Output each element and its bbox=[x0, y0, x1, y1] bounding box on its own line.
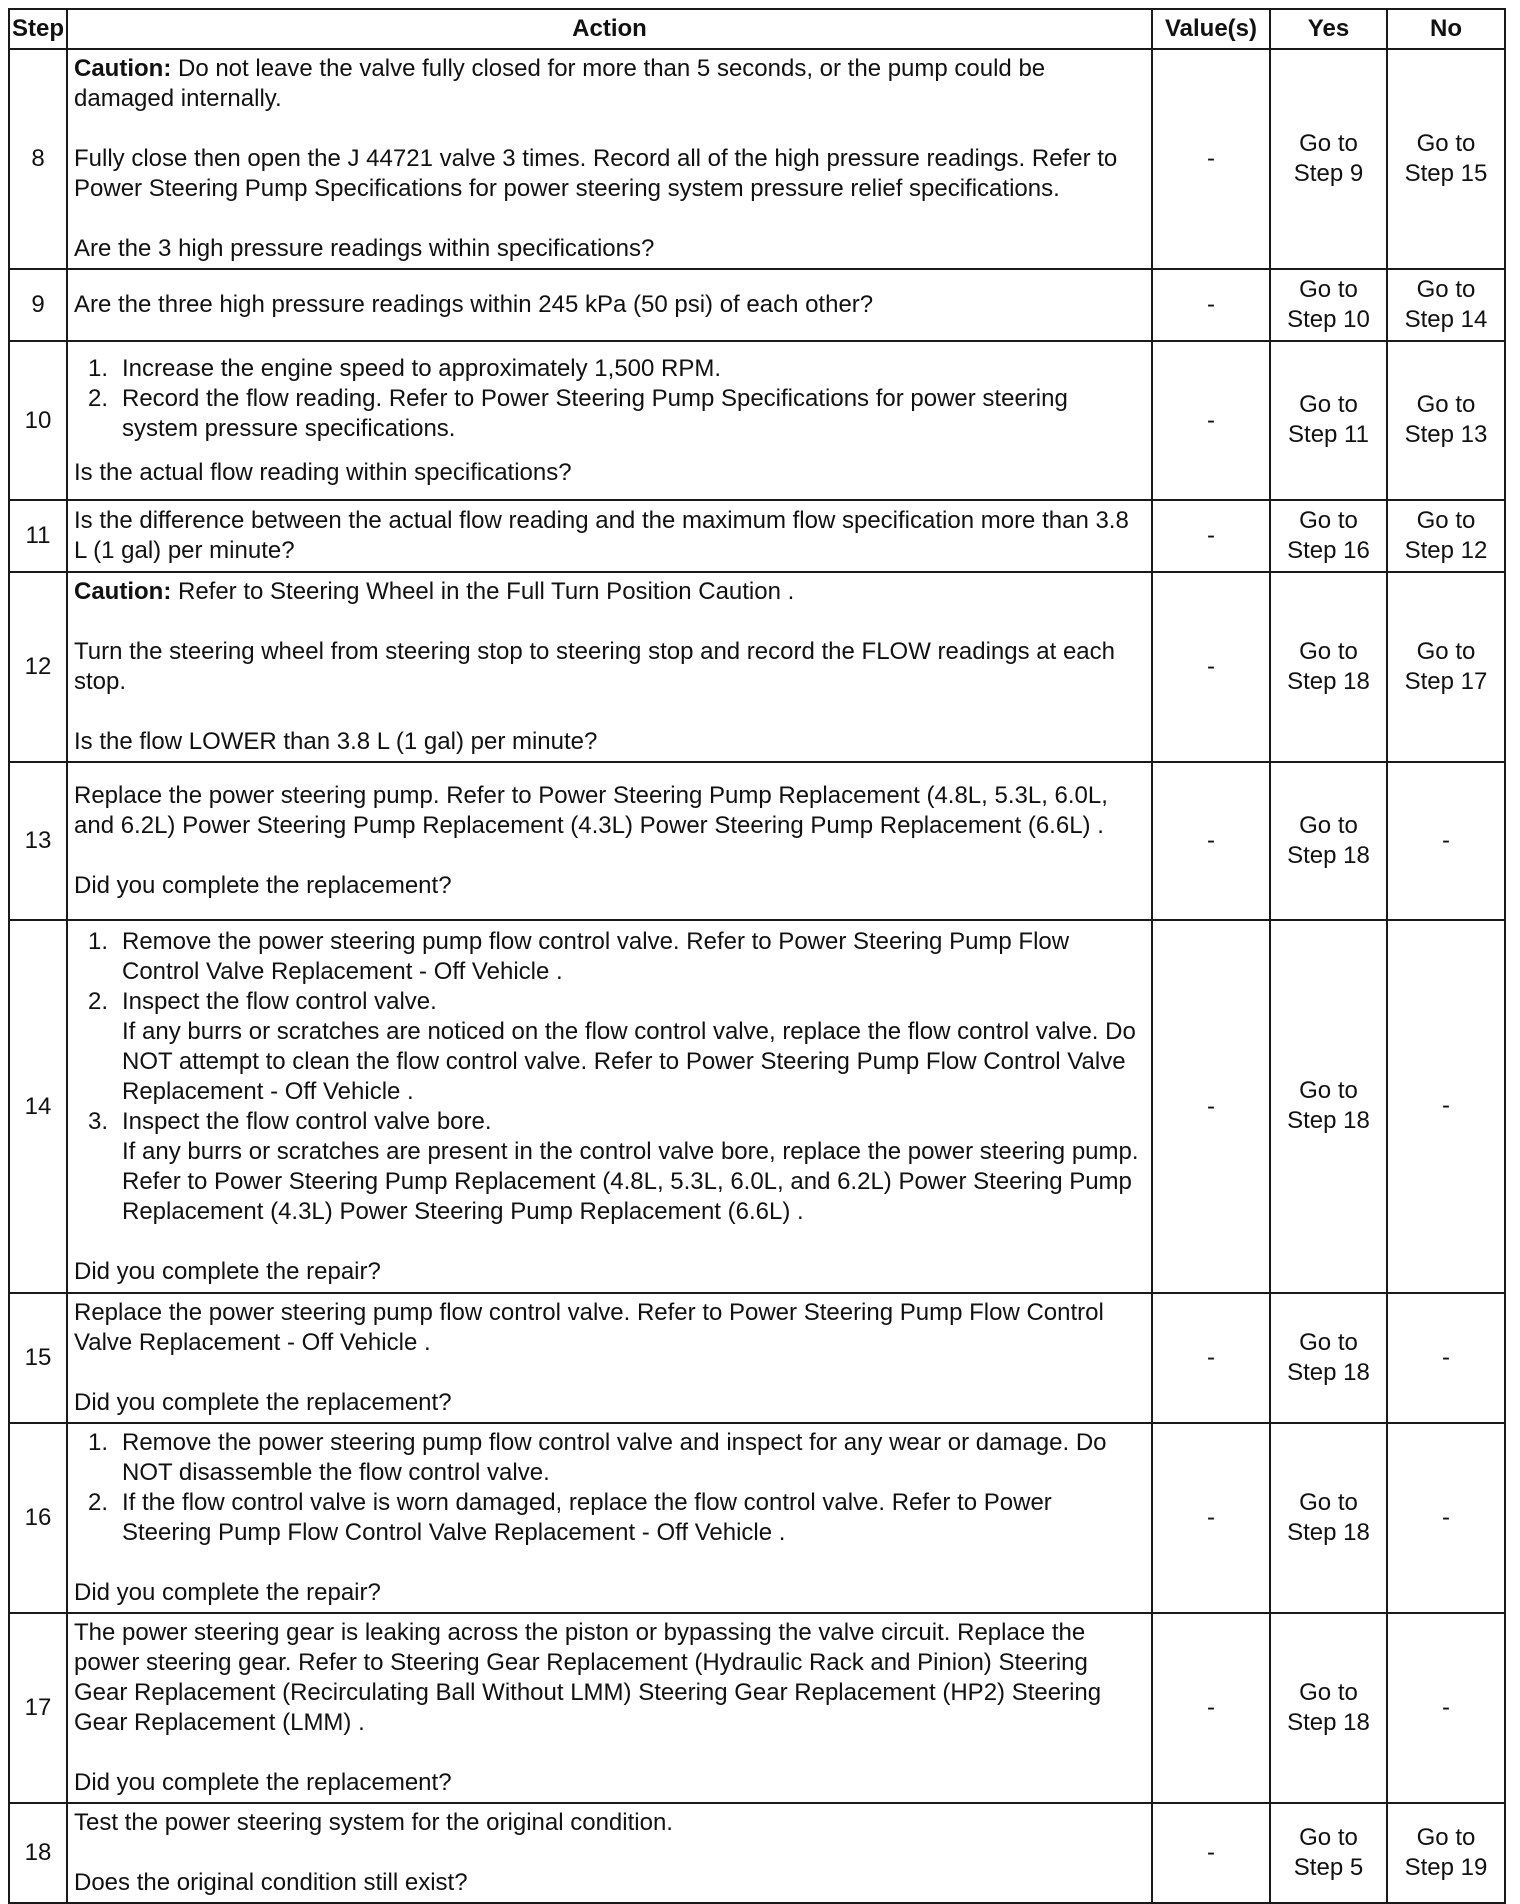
value-cell: - bbox=[1152, 1803, 1270, 1903]
step-number: 11 bbox=[9, 500, 67, 572]
yes-link[interactable]: Go to Step 18 bbox=[1270, 1423, 1387, 1613]
header-row bbox=[9, 9, 1505, 49]
no-link: - bbox=[1387, 1613, 1505, 1803]
action-cell bbox=[67, 762, 1152, 920]
table-row bbox=[9, 1613, 1505, 1803]
numbered-list bbox=[74, 927, 1145, 1227]
value-cell: - bbox=[1152, 269, 1270, 341]
action-question: Did you complete the replacement? bbox=[74, 1389, 452, 1416]
no-link[interactable]: Go to Step 17 bbox=[1387, 572, 1505, 762]
action-question: Are the 3 high pressure readings within specifications? bbox=[74, 235, 655, 262]
yes-link[interactable]: Go to Step 11 bbox=[1270, 341, 1387, 500]
table-row bbox=[9, 500, 1505, 572]
yes-link[interactable]: Go to Step 18 bbox=[1270, 920, 1387, 1293]
step-number: 16 bbox=[9, 1423, 67, 1613]
no-link: - bbox=[1387, 920, 1505, 1293]
caution-label: Caution: bbox=[74, 55, 172, 82]
action-cell bbox=[67, 269, 1152, 341]
step-number: 12 bbox=[9, 572, 67, 762]
table-row bbox=[9, 572, 1505, 762]
value-cell: - bbox=[1152, 341, 1270, 500]
table-row bbox=[9, 920, 1505, 1293]
action-question: Are the three high pressure readings within 245 kPa (50 psi) of each other? bbox=[74, 291, 874, 318]
yes-link[interactable]: Go to Step 10 bbox=[1270, 269, 1387, 341]
table-row bbox=[9, 341, 1505, 500]
action-cell bbox=[67, 572, 1152, 762]
action-cell bbox=[67, 1423, 1152, 1613]
action-question: Is the flow LOWER than 3.8 L (1 gal) per minute? bbox=[74, 728, 598, 755]
no-link[interactable]: Go to Step 12 bbox=[1387, 500, 1505, 572]
value-cell: - bbox=[1152, 1423, 1270, 1613]
action-cell bbox=[67, 341, 1152, 500]
header-no: No bbox=[1387, 9, 1505, 49]
header-step: Step bbox=[9, 9, 67, 49]
numbered-list bbox=[74, 354, 1145, 444]
action-cell bbox=[67, 500, 1152, 572]
step-number: 14 bbox=[9, 920, 67, 1293]
action-cell bbox=[67, 49, 1152, 269]
action-question: Is the actual flow reading within specifications? bbox=[74, 458, 572, 486]
list-item: 2. Record the flow reading. Refer to Power Steering Pump Specifications for power steering system pressure specifications. bbox=[88, 384, 1068, 442]
no-link: - bbox=[1387, 762, 1505, 920]
header-yes: Yes bbox=[1270, 9, 1387, 49]
action-question: Does the original condition still exist? bbox=[74, 1869, 468, 1896]
list-item: 2. Inspect the flow control valve. If any burrs or scratches are noticed on the flow control valve, replace the flow control valve. Do NOT attempt to clean the flow control valve. Refer to Power Steering Pump Flow Control Valve Replacement - Off Vehicle . bbox=[74, 987, 1145, 1107]
no-link: - bbox=[1387, 1293, 1505, 1423]
step-number: 18 bbox=[9, 1803, 67, 1903]
action-body: The power steering gear is leaking across the piston or bypassing the valve circuit. Replace the power steering gear. Refer to Steering Gear Replacement (Hydraulic Rack and Pinion) Steering Gear Replacement (Recirculating Ball Without LMM) Steering Gear Replacement (HP2) Steering Gear Replacement (LMM) . bbox=[74, 1619, 1102, 1736]
table-row bbox=[9, 1293, 1505, 1423]
numbered-list bbox=[74, 1428, 1145, 1548]
step-number: 13 bbox=[9, 762, 67, 920]
table-row bbox=[9, 1803, 1505, 1903]
action-body: Replace the power steering pump flow control valve. Refer to Power Steering Pump Flow Control Valve Replacement - Off Vehicle . bbox=[74, 1299, 1104, 1356]
action-question: Did you complete the repair? bbox=[74, 1257, 381, 1285]
value-cell: - bbox=[1152, 49, 1270, 269]
caution-text: Caution: Do not leave the valve fully closed for more than 5 seconds, or the pump could be damaged internally. bbox=[74, 55, 1046, 112]
no-link[interactable]: Go to Step 19 bbox=[1387, 1803, 1505, 1903]
value-cell: - bbox=[1152, 572, 1270, 762]
diagnostic-table bbox=[8, 8, 1506, 1904]
action-question: Is the difference between the actual flow reading and the maximum flow specification more than 3.8 L (1 gal) per minute? bbox=[74, 507, 1129, 564]
table-row bbox=[9, 1423, 1505, 1613]
no-link[interactable]: Go to Step 14 bbox=[1387, 269, 1505, 341]
action-body: Fully close then open the J 44721 valve 3 times. Record all of the high pressure readings. Refer to Power Steering Pump Specifications for power steering system pressure relief specifications. bbox=[74, 145, 1118, 202]
yes-link[interactable]: Go to Step 5 bbox=[1270, 1803, 1387, 1903]
list-item: 1. Remove the power steering pump flow control valve. Refer to Power Steering Pump Flow Control Valve Replacement - Off Vehicle . bbox=[88, 927, 1070, 985]
action-cell bbox=[67, 1803, 1152, 1903]
caution-text: Caution: Refer to Steering Wheel in the Full Turn Position Caution . bbox=[74, 578, 795, 605]
action-question: Did you complete the replacement? bbox=[74, 1769, 452, 1796]
action-body: Turn the steering wheel from steering stop to steering stop and record the FLOW readings at each stop. bbox=[74, 638, 1115, 695]
action-cell bbox=[67, 1613, 1152, 1803]
header-values: Value(s) bbox=[1152, 9, 1270, 49]
value-cell: - bbox=[1152, 500, 1270, 572]
action-body: Test the power steering system for the original condition. bbox=[74, 1809, 673, 1836]
list-item-note: If any burrs or scratches are noticed on the flow control valve, replace the flow control valve. Do NOT attempt to clean the flow control valve. Refer to Power Steering Pump Flow Control Valve Replacement - Off Vehicle . bbox=[122, 1017, 1136, 1105]
list-item: 3. Inspect the flow control valve bore. If any burrs or scratches are present in the control valve bore, replace the power steering pump. Refer to Power Steering Pump Replacement (4.8L, 5.3L, 6.0L, and 6.2L) Power Steering Pump Replacement (4.3L) Power Steering Pump Replacement (6.6L) . bbox=[74, 1107, 1145, 1227]
yes-link[interactable]: Go to Step 9 bbox=[1270, 49, 1387, 269]
yes-link[interactable]: Go to Step 16 bbox=[1270, 500, 1387, 572]
step-number: 8 bbox=[9, 49, 67, 269]
action-body: Replace the power steering pump. Refer to Power Steering Pump Replacement (4.8L, 5.3L, 6.0L, and 6.2L) Power Steering Pump Replacement (4.3L) Power Steering Pump Replacement (6.6L) . bbox=[74, 782, 1108, 839]
action-cell bbox=[67, 1293, 1152, 1423]
yes-link[interactable]: Go to Step 18 bbox=[1270, 1613, 1387, 1803]
no-link[interactable]: Go to Step 13 bbox=[1387, 341, 1505, 500]
step-number: 17 bbox=[9, 1613, 67, 1803]
yes-link[interactable]: Go to Step 18 bbox=[1270, 1293, 1387, 1423]
value-cell: - bbox=[1152, 920, 1270, 1293]
list-item-note: If any burrs or scratches are present in the control valve bore, replace the power steering pump. Refer to Power Steering Pump Replacement (4.8L, 5.3L, 6.0L, and 6.2L) Power Steering Pump Replacement (4.3L) Power Steering Pump Replacement (6.6L) . bbox=[122, 1137, 1139, 1225]
no-link[interactable]: Go to Step 15 bbox=[1387, 49, 1505, 269]
yes-link[interactable]: Go to Step 18 bbox=[1270, 572, 1387, 762]
list-item: 1. Increase the engine speed to approximately 1,500 RPM. bbox=[88, 354, 722, 382]
caution-label: Caution: bbox=[74, 578, 172, 605]
action-cell bbox=[67, 920, 1152, 1293]
step-number: 9 bbox=[9, 269, 67, 341]
value-cell: - bbox=[1152, 1613, 1270, 1803]
action-question: Did you complete the repair? bbox=[74, 1579, 381, 1606]
header-action: Action bbox=[67, 9, 1152, 49]
step-number: 15 bbox=[9, 1293, 67, 1423]
list-item: 2. If the flow control valve is worn damaged, replace the flow control valve. Refer to Power Steering Pump Flow Control Valve Replacement - Off Vehicle . bbox=[88, 1489, 1052, 1546]
list-item: 1. Remove the power steering pump flow control valve and inspect for any wear or damage. Do NOT disassemble the flow control valve. bbox=[88, 1429, 1107, 1486]
table-row bbox=[9, 762, 1505, 920]
no-link: - bbox=[1387, 1423, 1505, 1613]
table-row bbox=[9, 49, 1505, 269]
step-number: 10 bbox=[9, 341, 67, 500]
value-cell: - bbox=[1152, 762, 1270, 920]
action-question: Did you complete the replacement? bbox=[74, 872, 452, 899]
table-row bbox=[9, 269, 1505, 341]
yes-link[interactable]: Go to Step 18 bbox=[1270, 762, 1387, 920]
value-cell: - bbox=[1152, 1293, 1270, 1423]
